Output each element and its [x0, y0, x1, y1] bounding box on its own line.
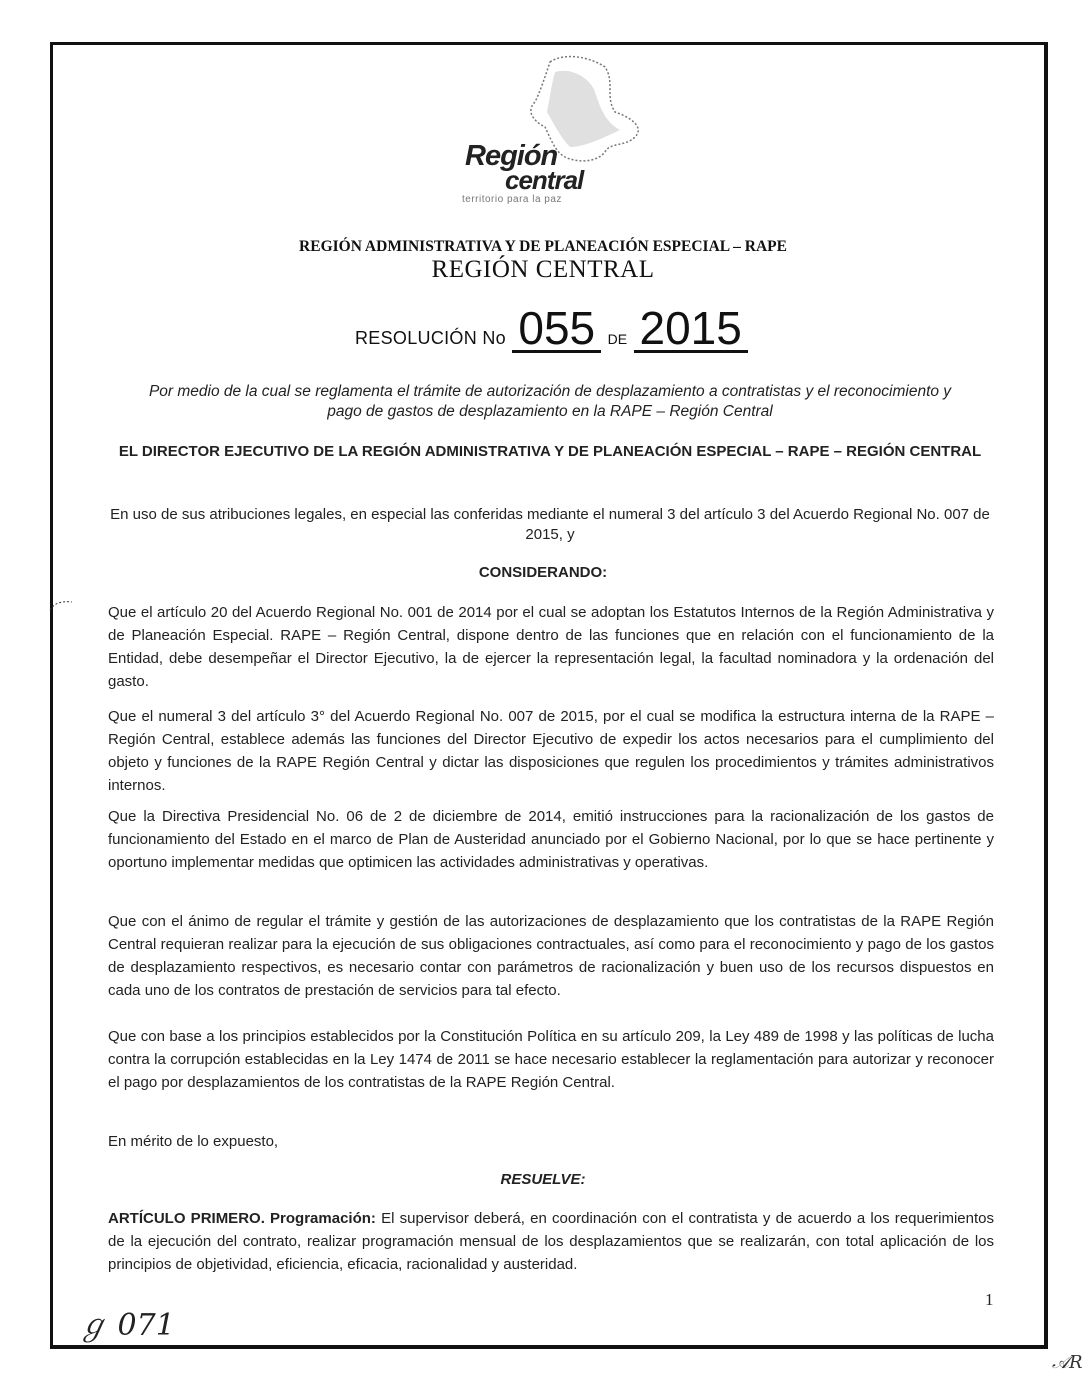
merito-text: En mérito de lo expuesto, [108, 1133, 279, 1150]
resolution-year: 2015 [634, 306, 748, 353]
considerando-paragraph-2: Que el numeral 3 del artículo 3° del Acuerdo Regional No. 007 de 2015, por el cual se modifica la estructura interna de la RAPE – Región Central, establece además las funciones del Director Ejecutivo de expedir los actos necesarios para el cumplimiento del objeto y funciones de la RAPE Región Central y dictar las disposiciones que regulen los procedimientos y trámites administrativos internos. [108, 708, 994, 794]
resolution-number: 055 [512, 306, 601, 353]
resolution-subtitle: Por medio de la cual se reglamenta el trámite de autorización de desplazamiento a contratistas y el reconocimiento y pago de gastos de desplazamiento en la RAPE – Región Central [148, 383, 952, 420]
considerando-paragraph-4: Que con el ánimo de regular el trámite y gestión de las autorizaciones de desplazamiento que los contratistas de la RAPE Región Central requieran realizar para la ejecución de sus obligaciones contractuales, así como para el reconocimiento y pago de los gastos de desplazamiento respectivos, es necesario contar con parámetros de racionalización y buen uso de los recursos dispuestos en cada uno de los contratos de prestación de servicios para tal efecto. [108, 913, 994, 999]
page-number: 1 [985, 1290, 994, 1309]
articulo-primero-text: El supervisor deberá, en coordinación con el contratista y de acuerdo a los requerimientos de la ejecución del contrato, realizar programación mensual de los desplazamientos que se realizarán, con total aplicación de los principios de objetividad, eficiencia, eficacia, racionalidad y austeridad. [108, 1210, 995, 1273]
corner-initials: 𝒜R [1052, 1352, 1083, 1373]
resolution-de: DE [607, 331, 628, 347]
considerando-paragraph-5: Que con base a los principios establecidos por la Constitución Política en su artículo 209, la Ley 489 de 1998 y las políticas de lucha contra la corrupción establecidas en la Ley 1474 de 2011 se hace necesario establecer la reglamentación para autorizar y reconocer el pago por desplazamientos de los contratistas de la RAPE Región Central. [108, 1028, 994, 1091]
margin-mark-icon [48, 598, 78, 612]
region-heading: REGIÓN CENTRAL [431, 256, 655, 283]
considerando-heading: CONSIDERANDO: [478, 564, 608, 581]
director-heading: EL DIRECTOR EJECUTIVO DE LA REGIÓN ADMINISTRATIVA Y DE PLANEACIÓN ESPECIAL – RAPE – REGIÓN CENTRAL [118, 443, 982, 460]
resolution-label: RESOLUCIÓN No [355, 328, 506, 348]
entity-heading: REGIÓN ADMINISTRATIVA Y DE PLANEACIÓN ESPECIAL – RAPE [299, 238, 787, 255]
resuelve-heading: RESUELVE: [500, 1171, 586, 1188]
handwritten-folio: ℊ 071 [78, 1308, 175, 1343]
considerando-paragraph-3: Que la Directiva Presidencial No. 06 de 2 de diciembre de 2014, emitió instrucciones para la racionalización de los gastos de funcionamiento del Estado en el marco de Plan de Austeridad anunciado por el Gobierno Nacional, por lo que se hace pertinente y oportuno implementar medidas que optimicen las actividades administrativas y operativas. [108, 808, 994, 871]
considerando-paragraph-1: Que el artículo 20 del Acuerdo Regional No. 001 de 2014 por el cual se adoptan los Estatutos Internos de la Región Administrativa y de Planeación Especial. RAPE – Región Central, dispone dentro de las funciones que en relación con el funcionamiento de la Entidad, debe desempeñar el Director Ejecutivo, la de ejercer la representación legal, la facultad nominadora y la ordenación del gasto. [108, 604, 994, 690]
legal-powers-text: En uso de sus atribuciones legales, en especial las conferidas mediante el numeral 3 del artículo 3 del Acuerdo Regional No. 007 de 2015, y [110, 506, 990, 543]
articulo-primero-title: ARTÍCULO PRIMERO. Programación: [108, 1210, 376, 1227]
logo-text-region: Región [465, 140, 558, 172]
logo-tagline: territorio para la paz [462, 194, 562, 205]
articulo-primero [108, 1207, 994, 1276]
logo-text-central: central [505, 165, 584, 195]
resolution-line [355, 302, 750, 354]
